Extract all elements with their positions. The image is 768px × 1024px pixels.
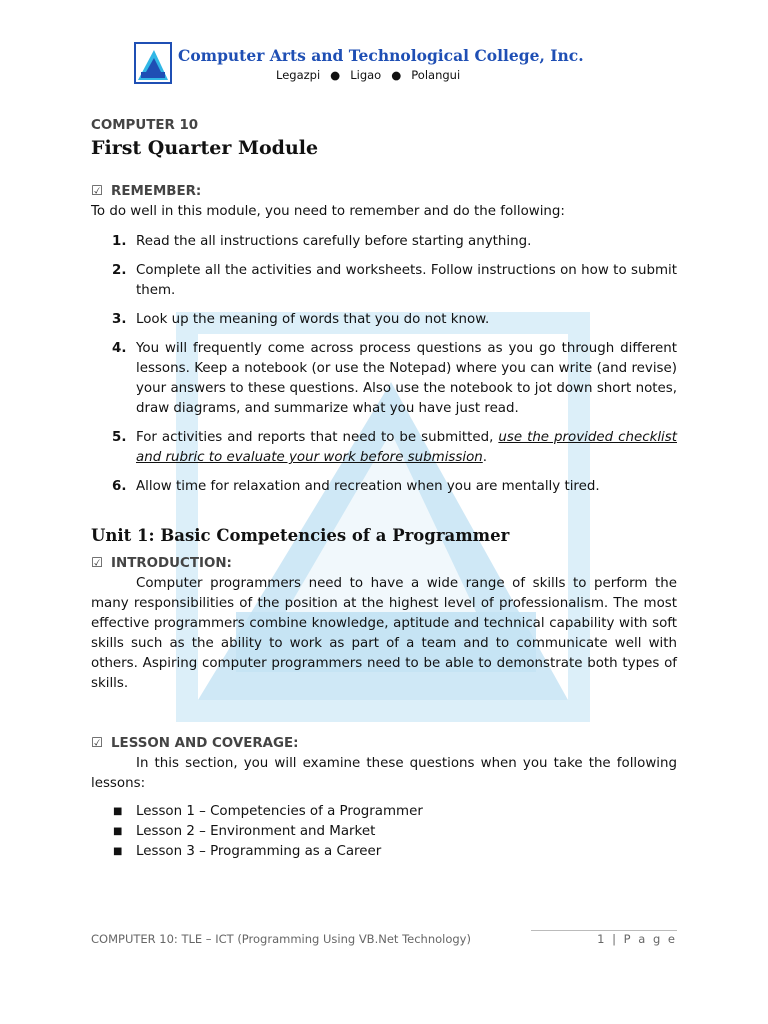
bullet-icon: ■ bbox=[113, 846, 123, 857]
bullet-icon: ■ bbox=[113, 826, 123, 837]
list-item: ■ Lesson 1 – Competencies of a Programmer bbox=[91, 802, 677, 822]
location-polangui: Polangui bbox=[411, 68, 461, 82]
remember-heading: ☑ REMEMBER: bbox=[91, 184, 202, 199]
lesson-list bbox=[91, 802, 677, 862]
college-logo-icon bbox=[134, 42, 172, 84]
college-locations bbox=[276, 68, 460, 82]
footer-divider bbox=[531, 930, 677, 931]
college-header bbox=[134, 42, 604, 88]
list-item: 3. Look up the meaning of words that you do not know. bbox=[112, 312, 490, 327]
list-item: 4. You will frequently come across process questions as you go through different lessons. Keep a notebook (or use the Notepad) where you can write (and revise) your answers to these questions. Also use the notebook to jot down short notes, draw diagrams, and summarize what you have just read. bbox=[112, 341, 677, 416]
module-content bbox=[91, 116, 677, 862]
checkbox-icon: ☑ bbox=[91, 184, 104, 199]
list-item: 6. Allow time for relaxation and recreation when you are mentally tired. bbox=[112, 479, 600, 494]
introduction-paragraph: Computer programmers need to have a wide range of skills to perform the many responsibilities of the position at the highest level of professionalism. The most effective programmers combine knowledge, aptitude and technical capability with soft skills such as the ability to work as part of a team and to communicate well with others. Aspiring computer programmers need to be able to demonstrate both types of skills. bbox=[91, 576, 677, 691]
list-item: 5. For activities and reports that need to be submitted, use the provided checklist and rubric to evaluate your work before submission. bbox=[112, 430, 677, 465]
footer-course-title: COMPUTER 10: TLE – ICT (Programming Using VB.Net Technology) bbox=[91, 932, 471, 946]
lesson-coverage-paragraph: In this section, you will examine these questions when you take the following lessons: bbox=[91, 756, 677, 791]
list-item: ■ Lesson 3 – Programming as a Career bbox=[91, 842, 677, 862]
page-title: First Quarter Module bbox=[91, 137, 319, 159]
introduction-heading: ☑ INTRODUCTION: bbox=[91, 556, 232, 571]
lesson-coverage-heading: ☑ LESSON AND COVERAGE: bbox=[91, 736, 299, 751]
unit-title: Unit 1: Basic Competencies of a Programmer bbox=[91, 526, 510, 545]
remember-intro: To do well in this module, you need to remember and do the following: bbox=[91, 204, 565, 219]
location-legazpi: Legazpi bbox=[276, 68, 321, 82]
list-item: 2. Complete all the activities and worksheets. Follow instructions on how to submit them. bbox=[112, 263, 677, 298]
separator-dot: ● bbox=[391, 68, 402, 82]
bullet-icon: ■ bbox=[113, 806, 123, 817]
checkbox-icon: ☑ bbox=[91, 556, 104, 571]
page-number: 1 | P a g e bbox=[597, 932, 677, 946]
checkbox-icon: ☑ bbox=[91, 736, 104, 751]
college-name: Computer Arts and Technological College, Inc. bbox=[178, 46, 584, 65]
list-item: ■ Lesson 2 – Environment and Market bbox=[91, 822, 677, 842]
instruction-list bbox=[91, 232, 677, 497]
separator-dot: ● bbox=[330, 68, 341, 82]
emphasis-text: use the provided checklist and rubric to evaluate your work before submission bbox=[136, 430, 677, 465]
list-item: 1. Read the all instructions carefully before starting anything. bbox=[112, 234, 532, 249]
location-ligao: Ligao bbox=[350, 68, 382, 82]
course-code: COMPUTER 10 bbox=[91, 118, 199, 133]
